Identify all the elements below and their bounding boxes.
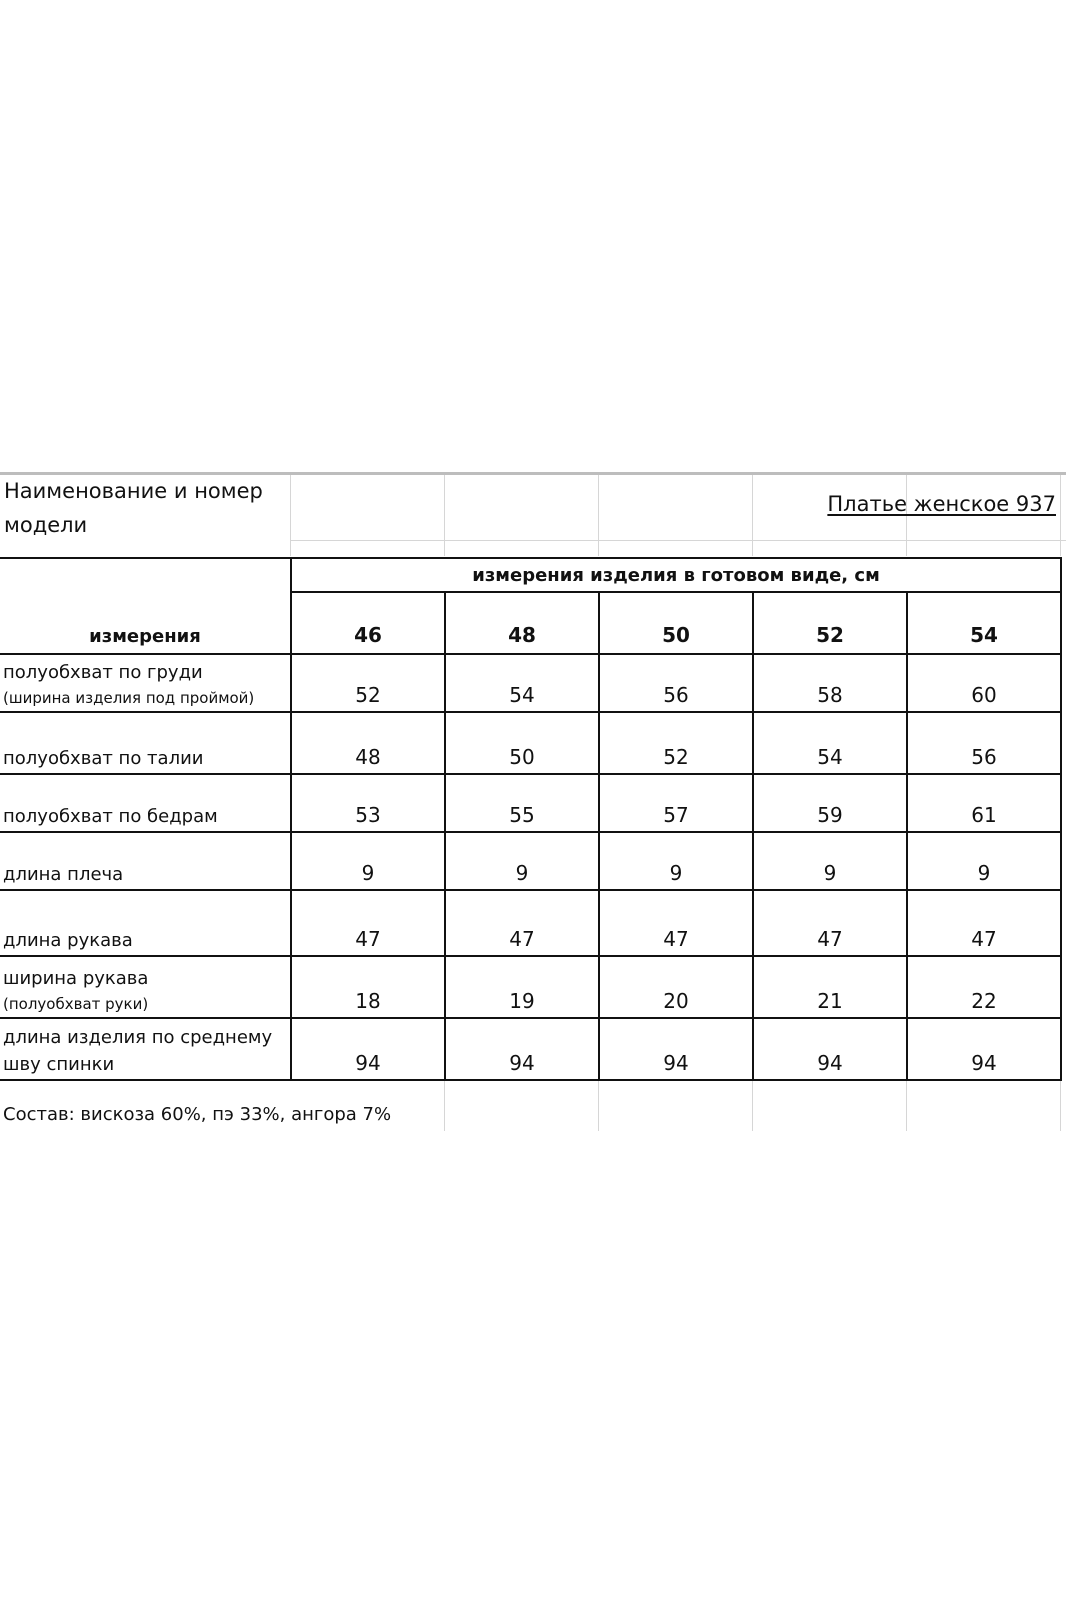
value-cell: 94 — [445, 1018, 599, 1080]
value-cell: 53 — [291, 774, 445, 832]
table-header-row — [0, 558, 1061, 592]
value-cell: 94 — [907, 1018, 1061, 1080]
table-row — [0, 1018, 1061, 1080]
gridline — [1060, 1079, 1061, 1131]
size-header: 50 — [599, 592, 753, 654]
value-cell: 60 — [907, 654, 1061, 712]
value-cell: 19 — [445, 956, 599, 1018]
value-cell: 9 — [445, 832, 599, 890]
value-cell: 9 — [907, 832, 1061, 890]
value-cell: 55 — [445, 774, 599, 832]
size-header: 52 — [753, 592, 907, 654]
row-label — [0, 956, 291, 1018]
value-cell: 52 — [291, 654, 445, 712]
value-cell: 54 — [445, 654, 599, 712]
value-cell: 47 — [291, 890, 445, 956]
value-cell: 48 — [291, 712, 445, 774]
gridline — [906, 1079, 907, 1131]
value-cell: 54 — [753, 712, 907, 774]
gridline — [444, 472, 445, 556]
value-cell: 9 — [291, 832, 445, 890]
table-row — [0, 654, 1061, 712]
row-label-text: ширина рукава — [3, 968, 149, 989]
row-label: полуобхват по бедрам — [0, 774, 291, 832]
gridline — [752, 472, 753, 556]
row-label-line2: шву спинки — [3, 1054, 115, 1075]
row-label-text: длина изделия по среднему — [3, 1027, 273, 1048]
value-cell: 47 — [599, 890, 753, 956]
header-label-cell — [0, 558, 291, 654]
table-row — [0, 956, 1061, 1018]
row-label — [0, 1018, 291, 1080]
value-cell: 22 — [907, 956, 1061, 1018]
value-cell: 47 — [445, 890, 599, 956]
value-cell: 52 — [599, 712, 753, 774]
value-cell: 9 — [753, 832, 907, 890]
header-span: измерения изделия в готовом виде, см — [291, 558, 1061, 592]
header-label: измерения — [89, 626, 201, 647]
row-label: полуобхват по талии — [0, 712, 291, 774]
value-cell: 18 — [291, 956, 445, 1018]
value-cell: 47 — [907, 890, 1061, 956]
value-cell: 58 — [753, 654, 907, 712]
measurements-table — [0, 557, 1062, 1081]
gridline — [598, 1079, 599, 1131]
gridline — [290, 540, 1066, 541]
value-cell: 9 — [599, 832, 753, 890]
row-label — [0, 654, 291, 712]
gridline — [444, 1079, 445, 1131]
value-cell: 20 — [599, 956, 753, 1018]
value-cell: 94 — [753, 1018, 907, 1080]
row-sublabel: (полуобхват руки) — [3, 995, 149, 1013]
value-cell: 59 — [753, 774, 907, 832]
row-label-text: полуобхват по груди — [3, 662, 203, 683]
row-sublabel: (ширина изделия под проймой) — [3, 689, 255, 707]
size-header: 46 — [291, 592, 445, 654]
value-cell: 56 — [907, 712, 1061, 774]
table-row — [0, 890, 1061, 956]
value-cell: 47 — [753, 890, 907, 956]
value-cell: 21 — [753, 956, 907, 1018]
gridline — [290, 472, 291, 556]
value-cell: 94 — [599, 1018, 753, 1080]
size-header: 54 — [907, 592, 1061, 654]
gridline — [752, 1079, 753, 1131]
model-label: Наименование и номер модели — [4, 479, 263, 537]
value-cell: 61 — [907, 774, 1061, 832]
table-row — [0, 774, 1061, 832]
gridline — [1060, 472, 1061, 556]
row-label: длина рукава — [0, 890, 291, 956]
table-row — [0, 712, 1061, 774]
table-row — [0, 832, 1061, 890]
value-cell: 57 — [599, 774, 753, 832]
value-cell: 94 — [291, 1018, 445, 1080]
row-label: длина плеча — [0, 832, 291, 890]
model-name: Платье женское 937 — [827, 492, 1056, 516]
size-header: 48 — [445, 592, 599, 654]
composition-text: Состав: вискоза 60%, пэ 33%, ангора 7% — [3, 1104, 392, 1125]
value-cell: 56 — [599, 654, 753, 712]
value-cell: 50 — [445, 712, 599, 774]
gridline — [598, 472, 599, 556]
